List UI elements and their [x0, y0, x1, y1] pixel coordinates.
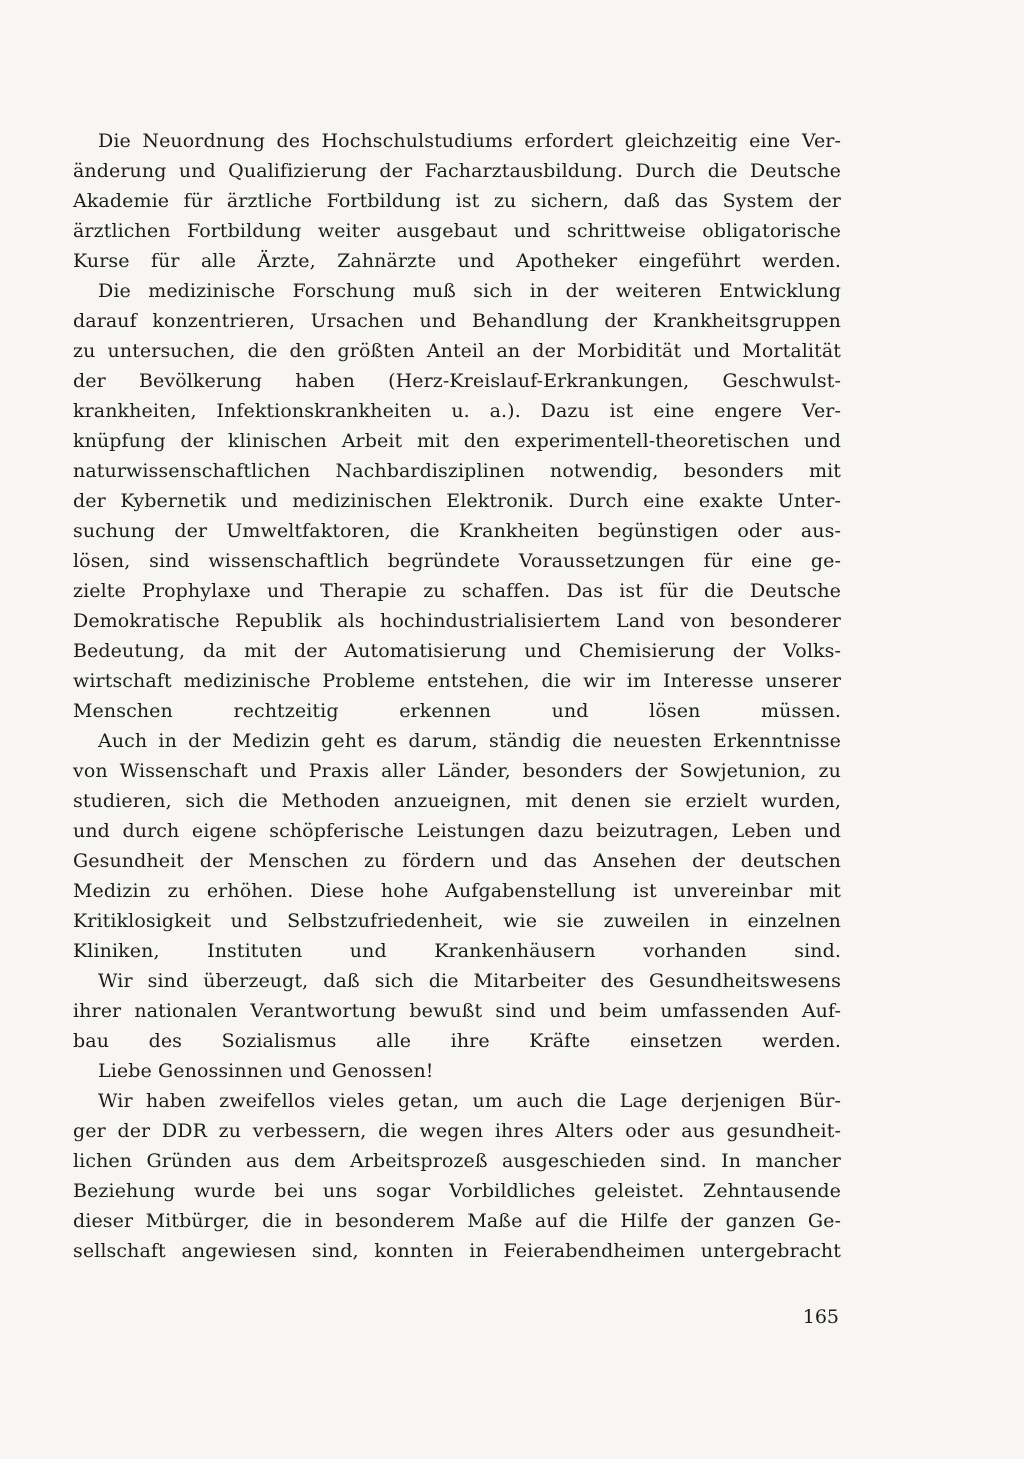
text-line: der Kybernetik und medizinischen Elektronik. Durch eine exakte Unter-: [73, 490, 841, 512]
text-line: Medizin zu erhöhen. Diese hohe Aufgabenstellung ist unvereinbar mit: [73, 880, 841, 902]
paragraph-5: [73, 1056, 841, 1086]
paragraph-2: [73, 276, 841, 726]
text-line: Kliniken, Instituten und Krankenhäusern vorhanden sind.: [73, 940, 841, 962]
text-line: studieren, sich die Methoden anzueignen, mit denen sie erzielt wurden,: [73, 790, 841, 812]
text-line: ärztlichen Fortbildung weiter ausgebaut und schrittweise obligatorische: [73, 220, 841, 242]
text-line: änderung und Qualifizierung der Facharztausbildung. Durch die Deutsche: [73, 160, 841, 182]
text-line: zu untersuchen, die den größten Anteil an der Morbidität und Mortalität: [73, 340, 841, 362]
text-line: der Bevölkerung haben (Herz-Kreislauf-Erkrankungen, Geschwulst-: [73, 370, 841, 392]
text-line: krankheiten, Infektionskrankheiten u. a.). Dazu ist eine engere Ver-: [73, 400, 841, 422]
text-line: wirtschaft medizinische Probleme entstehen, die wir im Interesse unserer: [73, 670, 841, 692]
text-line: dieser Mitbürger, die in besonderem Maße auf die Hilfe der ganzen Ge-: [73, 1210, 841, 1232]
text-line: Beziehung wurde bei uns sogar Vorbildliches geleistet. Zehntausende: [73, 1180, 841, 1202]
text-line: Die Neuordnung des Hochschulstudiums erfordert gleichzeitig eine Ver-: [98, 130, 841, 152]
text-line: Kritiklosigkeit und Selbstzufriedenheit, wie sie zuweilen in einzelnen: [73, 910, 841, 932]
text-line: Auch in der Medizin geht es darum, ständig die neuesten Erkenntnisse: [98, 730, 841, 752]
text-line: darauf konzentrieren, Ursachen und Behandlung der Krankheitsgruppen: [73, 310, 841, 332]
text-line: Die medizinische Forschung muß sich in der weiteren Entwicklung: [98, 280, 841, 302]
text-line: lichen Gründen aus dem Arbeitsprozeß ausgeschieden sind. In mancher: [73, 1150, 841, 1172]
paragraph-3: [73, 726, 841, 966]
text-line: naturwissenschaftlichen Nachbardisziplinen notwendig, besonders mit: [73, 460, 841, 482]
text-line: Liebe Genossinnen und Genossen!: [98, 1060, 434, 1082]
text-line: sellschaft angewiesen sind, konnten in Feierabendheimen untergebracht: [73, 1240, 841, 1262]
text-line: von Wissenschaft und Praxis aller Länder, besonders der Sowjetunion, zu: [73, 760, 841, 782]
text-line: lösen, sind wissenschaftlich begründete Voraussetzungen für eine ge-: [73, 550, 841, 572]
text-line: ihrer nationalen Verantwortung bewußt sind und beim umfassenden Auf-: [73, 1000, 841, 1022]
page-number: 165: [802, 1306, 839, 1328]
text-line: Demokratische Republik als hochindustrialisiertem Land von besonderer: [73, 610, 841, 632]
text-line: Bedeutung, da mit der Automatisierung und Chemisierung der Volks-: [73, 640, 841, 662]
text-line: Wir haben zweifellos vieles getan, um auch die Lage derjenigen Bür-: [98, 1090, 841, 1112]
text-line: Gesundheit der Menschen zu fördern und das Ansehen der deutschen: [73, 850, 841, 872]
text-line: zielte Prophylaxe und Therapie zu schaffen. Das ist für die Deutsche: [73, 580, 841, 602]
text-line: suchung der Umweltfaktoren, die Krankheiten begünstigen oder aus-: [73, 520, 841, 542]
text-line: Kurse für alle Ärzte, Zahnärzte und Apotheker eingeführt werden.: [73, 250, 841, 272]
text-line: Akademie für ärztliche Fortbildung ist zu sichern, daß das System der: [73, 190, 841, 212]
page-body: [73, 126, 841, 1266]
text-line: und durch eigene schöpferische Leistungen dazu beizutragen, Leben und: [73, 820, 841, 842]
text-line: Wir sind überzeugt, daß sich die Mitarbeiter des Gesundheitswesens: [98, 970, 841, 992]
paragraph-6: [73, 1086, 841, 1266]
text-line: bau des Sozialismus alle ihre Kräfte einsetzen werden.: [73, 1030, 841, 1052]
text-line: ger der DDR zu verbessern, die wegen ihres Alters oder aus gesundheit-: [73, 1120, 841, 1142]
paragraph-1: [73, 126, 841, 276]
text-line: Menschen rechtzeitig erkennen und lösen müssen.: [73, 700, 841, 722]
text-line: knüpfung der klinischen Arbeit mit den experimentell-theoretischen und: [73, 430, 841, 452]
paragraph-4: [73, 966, 841, 1056]
